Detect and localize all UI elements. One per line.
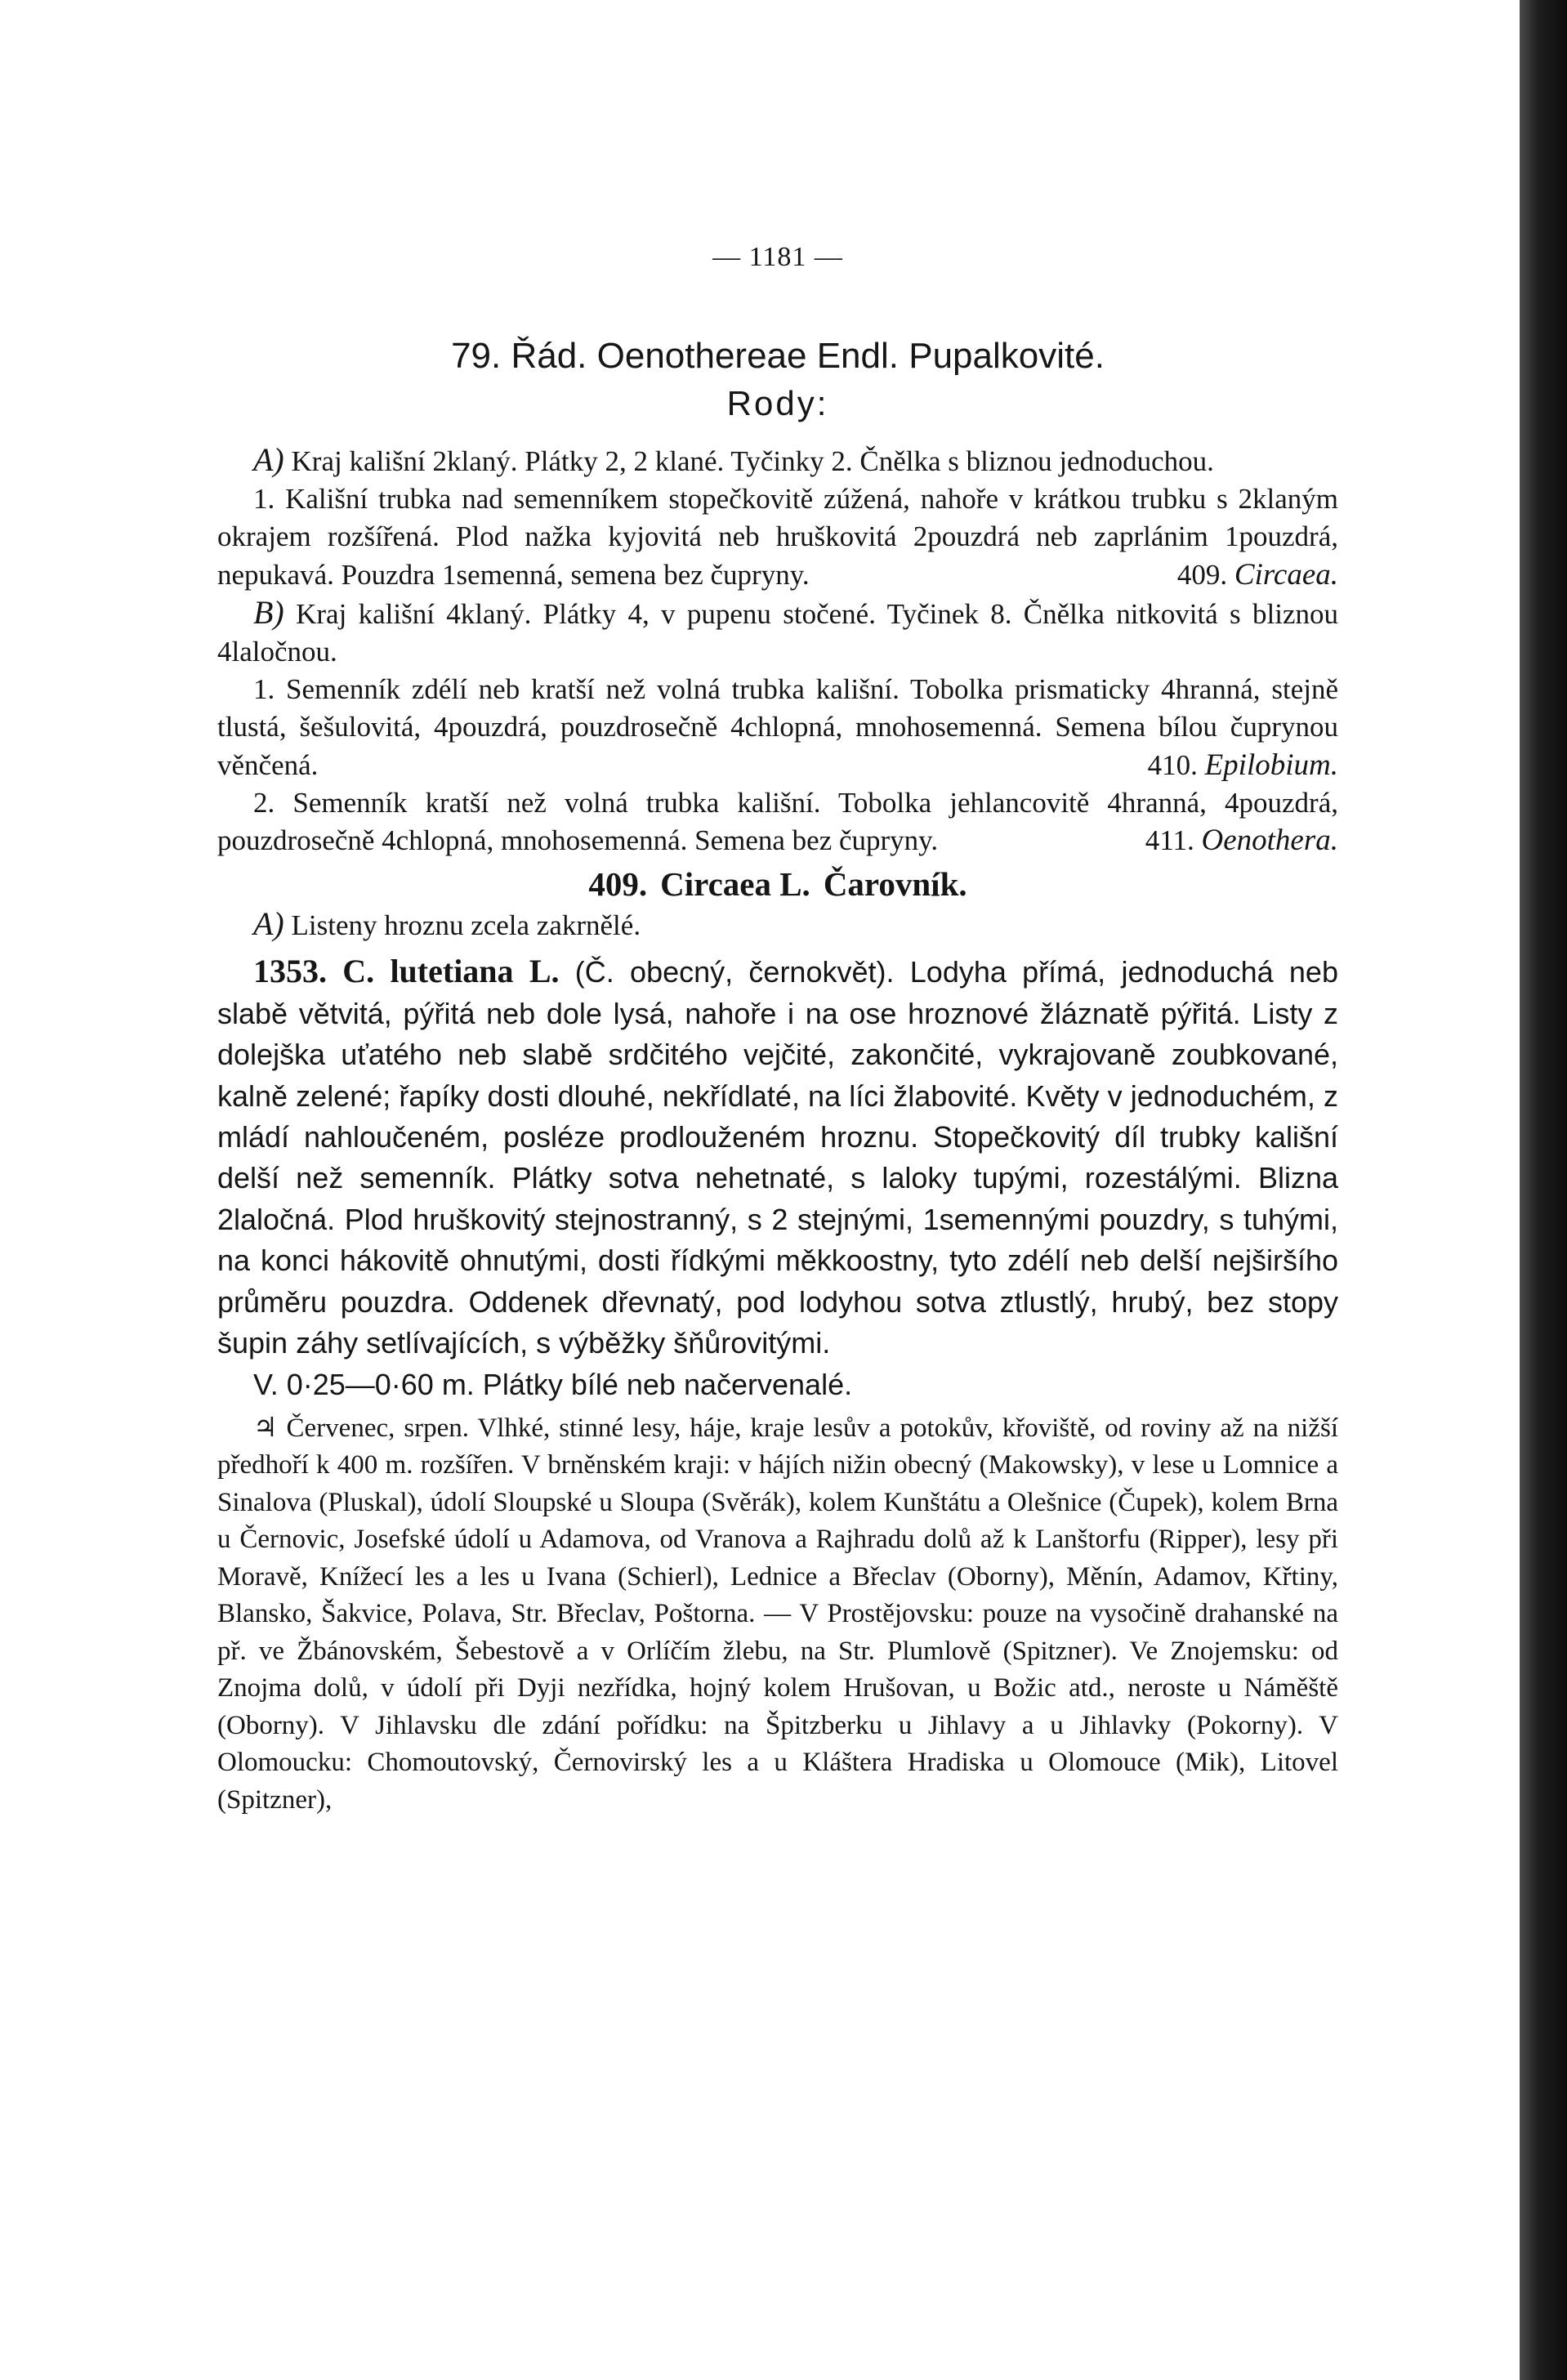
key-b-label: B)	[253, 593, 284, 631]
key-b1-text: 1. Semenník zdélí neb kratší než volná trubka kališní. Tobolka prismaticky 4hranná, stejně tlustá, šešulovitá, 4pouzdrá, pouzdrosečně 4chlopná, mnohosemenná. Semena bílou čuprynou věnčená.	[217, 673, 1338, 781]
order-heading: 79. Řád. Oenothereae Endl. Pupalkovité.	[451, 336, 1105, 376]
species-number: 1353.	[253, 953, 327, 990]
genus-name: Circaea L.	[660, 865, 810, 904]
key-a-label: A)	[253, 441, 284, 478]
page-number: — 1181 —	[712, 242, 843, 272]
key-b	[217, 594, 1338, 671]
key-a1-ref-number: 409.	[1176, 558, 1228, 591]
species-description	[217, 951, 1338, 1364]
genus-czech-name: Čarovník.	[823, 865, 967, 904]
key-b1-ref-genus: Epilobium.	[1204, 748, 1338, 782]
key-a1	[217, 480, 1338, 594]
key-a1-ref-genus: Circaea.	[1234, 557, 1338, 592]
subkey	[217, 905, 1338, 944]
key-b1-ref	[1096, 747, 1338, 784]
key-a1-ref	[1125, 556, 1338, 594]
key-b2	[217, 784, 1338, 860]
page-edge-shadow	[1520, 0, 1567, 2380]
species-distribution: ♃ Červenec, srpen. Vlhké, stinné lesy, háje, kraje lesův a potokův, křoviště, od roviny až na nižší předhoří k 400 m. rozšířen. V brněnském kraji: v hájích nižin obecný (Makowsky), v lese u Lomnice a Sinalova (Pluskal), údolí Sloupské u Sloupa (Svěrák), kolem Kunštátu a Olešnice (Čupek), kolem Brna u Černovic, Josefské údolí u Adamova, od Vranova a Rajhradu dolů až k Lanštorfu (Ripper), lesy při Moravě, Knížecí les a les u Ivana (Schierl), Lednice a Břeclav (Oborny), Měnín, Adamov, Křtiny, Blansko, Šakvice, Polava, Str. Břeclav, Poštorna. — V Prostějovsku: pouze na vysočině drahanské na př. ve Žbánovském, Šebestově a v Orlíčím žlebu, na Str. Plumlově (Spitzner). Ve Znojemsku: od Znojma dolů, v údolí při Dyji nezřídka, hojný kolem Hrušovan, u Božic atd., neroste u Náměště (Oborny). V Jihlavsku dle zdání pořídku: na Špitzberku u Jihlavy a u Jihlavky (Pokorny). V Olomoucku: Chomoutovský, Černovirský les a u Kláštera Hradiska u Olomouce (Mik), Litovel (Spitzner),	[217, 1413, 1338, 1815]
species-text: (Č. obecný, černokvět). Lodyha přímá, jednoduchá neb slabě větvitá, pýřitá neb dole lysá, nahoře i na ose hroznové žláznatě pýřitá. Listy z dolejška uťatého neb slabě srdčitého vejčité, zakončité, vykrajovaně zoubkované, kalně zelené; řapíky dosti dlouhé, nekřídlaté, na líci žlabovité. Květy v jednoduchém, z mládí nahloučeném, posléze prodlouženém hroznu. Stopečkovitý díl trubky kališní delší než semenník. Plátky sotva nehetnaté, s laloky tupými, rozestálými. Blizna 2laločná. Plod hruškovitý stejnostranný, s 2 stejnými, 1semennými pouzdry, s tuhými, na konci hákovitě ohnutými, dosti řídkými měkkoostny, tyto zdélí neb delší nejširšího průměru pouzdra. Oddenek dřevnatý, pod lodyhou sotva ztlustlý, hrubý, bez stopy šupin záhy setlívajících, s výběžky šňůrovitými.	[217, 955, 1338, 1360]
key-a-text: Kraj kališní 2klaný. Plátky 2, 2 klané. Tyčinky 2. Čnělka s bliznou jednoduchou.	[291, 445, 1214, 477]
key-b-text: Kraj kališní 4klaný. Plátky 4, v pupenu stočené. Tyčinek 8. Čnělka nitkovitá s bliznou 4laločnou.	[217, 597, 1338, 668]
key-b2-ref	[1093, 822, 1338, 860]
genus-number: 409.	[588, 865, 648, 904]
key-b2-ref-genus: Oenothera.	[1201, 824, 1338, 858]
key-b1	[217, 671, 1338, 784]
key-b2-text: 2. Semenník kratší než volná trubka kališní. Tobolka jehlancovitě 4hranná, 4pouzdrá, pouzdrosečně 4chlopná, mnohosemenná. Semena bez čupryny.	[217, 786, 1338, 857]
genus-heading	[217, 863, 1338, 905]
key-b1-ref-number: 410.	[1147, 748, 1198, 781]
key-a1-text: 1. Kališní trubka nad semenníkem stopečkovitě zúžená, nahoře v krátkou trubku s 2klaným okrajem rozšířená. Plod nažka kyjovitá neb hruškovitá 2pouzdrá neb zaprlánim 1pouzdrá, nepukavá. Pouzdra 1semenná, semena bez čupryny.	[217, 483, 1338, 591]
species-name: C. lutetiana L.	[342, 953, 560, 990]
species-height: V. 0·25—0·60 m. Plátky bílé neb načervenalé.	[253, 1367, 853, 1401]
key-b2-ref-number: 411.	[1145, 824, 1194, 857]
subkey-text: Listeny hroznu zcela zakrnělé.	[291, 909, 641, 942]
key-a	[217, 441, 1338, 480]
rody-heading: Rody:	[726, 384, 829, 422]
subkey-label: A)	[253, 905, 284, 943]
